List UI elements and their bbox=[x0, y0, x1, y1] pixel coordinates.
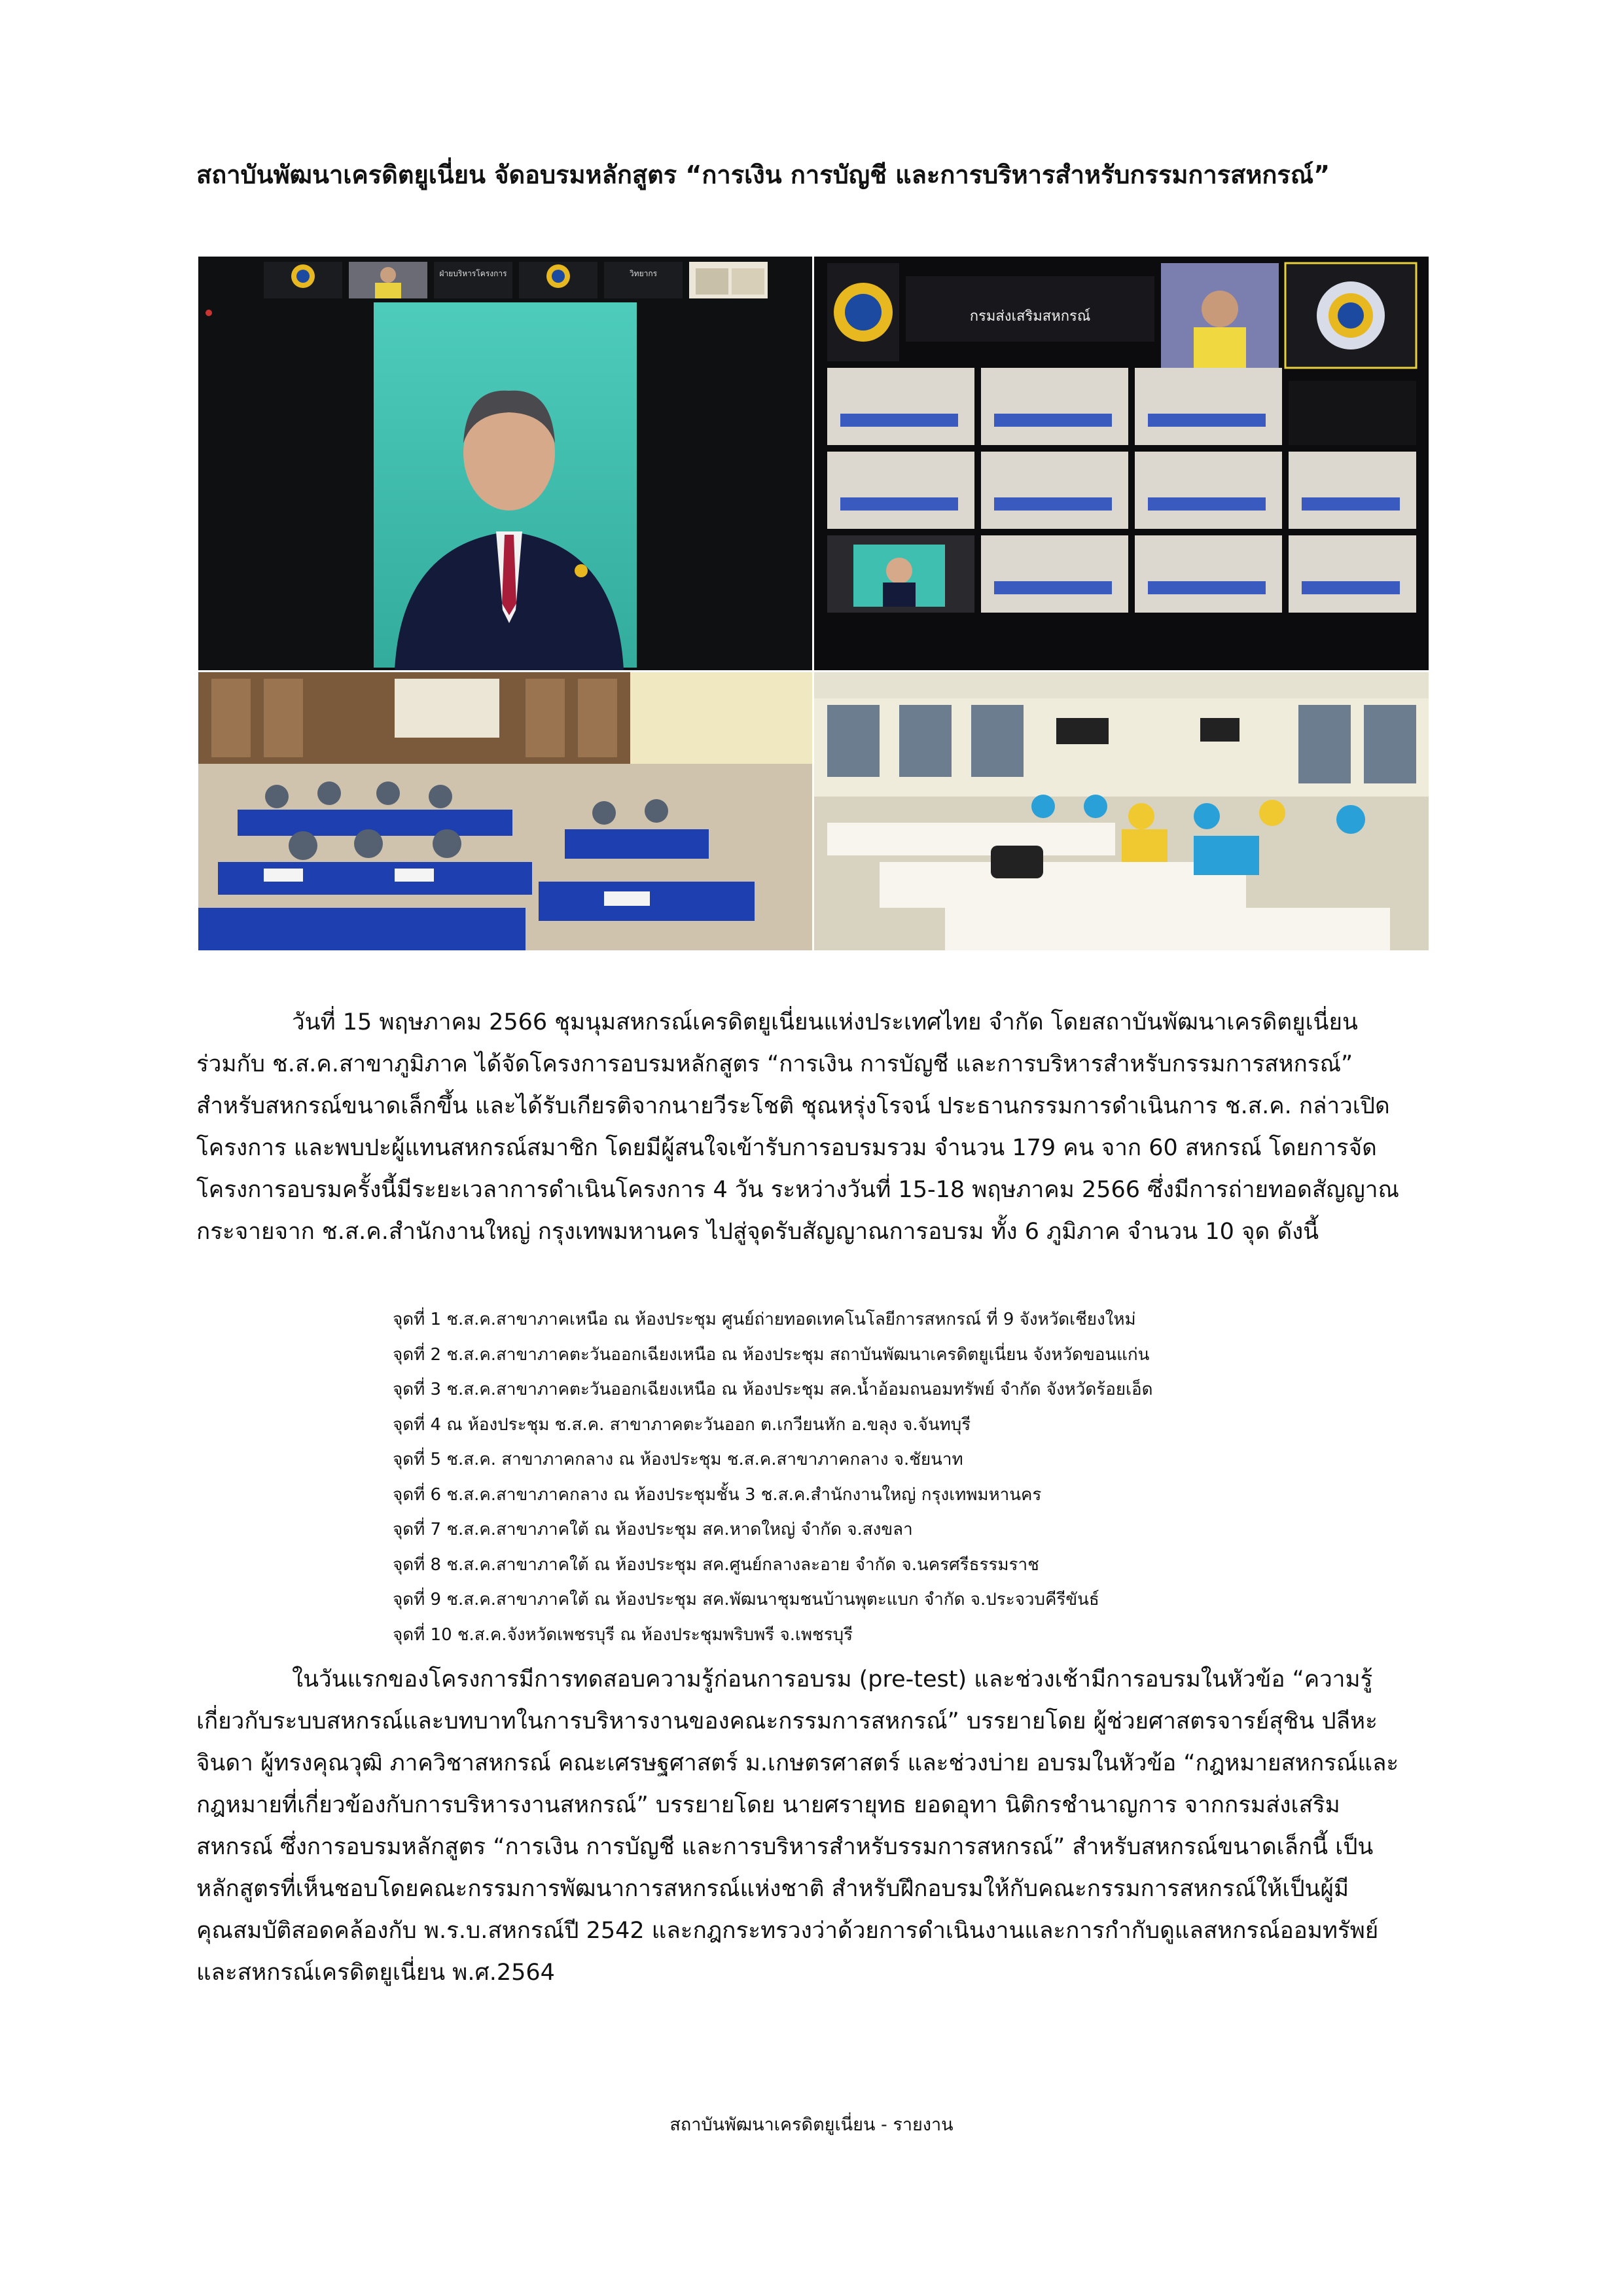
paragraph-line: และสหกรณ์เครดิตยูเนี่ยน พ.ศ.2564 bbox=[196, 1960, 555, 1986]
paragraph-line: ร่วมกับ ช.ส.ค.สาขาภูมิภาค ได้จัดโครงการอบรมหลักสูตร “การเงิน การบัญชี และการบริหารสำหรับกรรมการสหกรณ์” bbox=[196, 1051, 1353, 1077]
paragraph-line: เกี่ยวกับระบบสหกรณ์และบทบาทในการบริหารงานของคณะกรรมการสหกรณ์” บรรยายโดย ผู้ช่วยศาสตรจารย์สุชิน ปลีหะ bbox=[196, 1708, 1378, 1734]
paragraph-line: วันที่ 15 พฤษภาคม 2566 ชุมนุมสหกรณ์เครดิตยูเนี่ยนแห่งประเทศไทย จำกัด โดยสถาบันพัฒนาเครดิตยูเนี่ยน bbox=[292, 1009, 1358, 1035]
paragraph-line: กระจายจาก ช.ส.ค.สำนักงานใหญ่ กรุงเทพมหานคร ไปสู่จุดรับสัญญาณการอบรม ทั้ง 6 ภูมิภาค จำนวน 10 จุด ดังนี้ bbox=[196, 1219, 1319, 1245]
gallery-banner-text: กรมส่งเสริมสหกรณ์ bbox=[969, 308, 1091, 325]
paragraph-line: โครงการอบรมครั้งนี้มีระยะเวลาการดำเนินโครงการ 4 วัน ระหว่างวันที่ 15-18 พฤษภาคม 2566 ซึ่งมีการถ่ายทอดสัญญาณ bbox=[196, 1177, 1399, 1203]
location-item: จุดที่ 9 ช.ส.ค.สาขาภาคใต้ ณ ห้องประชุม สค.พัฒนาชุมชนบ้านพุตะแบก จำกัด จ.ประจวบคีรีขันธ์ bbox=[393, 1590, 1099, 1609]
paragraph-line: คุณสมบัติสอดคล้องกับ พ.ร.บ.สหกรณ์ปี 2542 และกฎกระทรวงว่าด้วยการดำเนินงานและการกำกับดูแลสหกรณ์ออมทรัพย์ bbox=[196, 1918, 1379, 1944]
location-item: จุดที่ 3 ช.ส.ค.สาขาภาคตะวันออกเฉียงเหนือ ณ ห้องประชุม สค.น้ำอ้อมถนอมทรัพย์ จำกัด จังหวัดร้อยเอ็ด bbox=[393, 1380, 1153, 1399]
location-item: จุดที่ 7 ช.ส.ค.สาขาภาคใต้ ณ ห้องประชุม สค.หาดใหญ่ จำกัด จ.สงขลา bbox=[393, 1520, 913, 1539]
paragraph-line: สำหรับสหกรณ์ขนาดเล็กขึ้น และได้รับเกียรติจากนายวีระโชติ ชุณหรุ่งโรจน์ ประธานกรรมการดำเนินการ ช.ส.ค. กล่าวเปิด bbox=[196, 1093, 1390, 1119]
tile-label-project: ฝ่ายบริหารโครงการ bbox=[439, 269, 507, 278]
paragraph-line: ในวันแรกของโครงการมีการทดสอบความรู้ก่อนการอบรม (pre-test) และช่วงเช้ามีการอบรมในหัวข้อ “ความรู้ bbox=[292, 1666, 1373, 1693]
location-item: จุดที่ 8 ช.ส.ค.สาขาภาคใต้ ณ ห้องประชุม สค.ศูนย์กลางละอาย จำกัด จ.นครศรีธรรมราช bbox=[393, 1554, 1039, 1575]
paragraph-line: โครงการ และพบปะผู้แทนสหกรณ์สมาชิก โดยมีผู้สนใจเข้ารับการอบรมรวม จำนวน 179 คน จาก 60 สหกรณ์ โดยการจัด bbox=[196, 1135, 1377, 1161]
tile-label-speaker: วิทยากร bbox=[629, 269, 658, 278]
location-item: จุดที่ 6 ช.ส.ค.สาขาภาคกลาง ณ ห้องประชุมชั้น 3 ช.ส.ค.สำนักงานใหญ่ กรุงเทพมหานคร bbox=[393, 1484, 1042, 1505]
location-list bbox=[393, 1302, 1152, 1653]
photo-video-gallery-grid bbox=[814, 257, 1429, 670]
location-item: จุดที่ 10 ช.ส.ค.จังหวัดเพชรบุรี ณ ห้องประชุมพริบพรี จ.เพชรบุรี bbox=[393, 1624, 853, 1645]
paragraph-details bbox=[196, 1659, 1427, 1994]
photo-classroom-blue-tables bbox=[198, 672, 812, 950]
paragraph-intro bbox=[196, 1001, 1427, 1253]
location-item: จุดที่ 1 ช.ส.ค.สาขาภาคเหนือ ณ ห้องประชุม ศูนย์ถ่ายทอดเทคโนโลยีการสหกรณ์ ที่ 9 จังหวัดเชียงใหม่ bbox=[393, 1310, 1136, 1329]
photo-collage bbox=[198, 257, 1429, 950]
paragraph-line: กฎหมายที่เกี่ยวข้องกับการบริหารงานสหกรณ์” บรรยายโดย นายศรายุทธ ยอดอุทา นิติกรชำนาญการ จากกรมส่งเสริม bbox=[196, 1792, 1340, 1818]
photo-video-conference-speaker bbox=[198, 257, 812, 670]
paragraph-line: จินดา ผู้ทรงคุณวุฒิ ภาควิชาสหกรณ์ คณะเศรษฐศาสตร์ ม.เกษตรศาสตร์ และช่วงบ่าย อบรมในหัวข้อ “กฎหมายสหกรณ์และ bbox=[196, 1750, 1399, 1776]
document-title: สถาบันพัฒนาเครดิตยูเนี่ยน จัดอบรมหลักสูตร “การเงิน การบัญชี และการบริหารสำหรับกรรมการสหกรณ์” bbox=[196, 160, 1330, 189]
photo-meeting-room-white-tables bbox=[814, 672, 1429, 950]
page-footer: สถาบันพัฒนาเครดิตยูเนี่ยน - รายงาน bbox=[669, 2115, 954, 2135]
paragraph-line: หลักสูตรที่เห็นชอบโดยคณะกรรมการพัฒนาการสหกรณ์แห่งชาติ สำหรับฝึกอบรมให้กับคณะกรรมการสหกรณ์ให้เป็นผู้มี bbox=[196, 1876, 1349, 1902]
location-item: จุดที่ 2 ช.ส.ค.สาขาภาคตะวันออกเฉียงเหนือ ณ ห้องประชุม สถาบันพัฒนาเครดิตยูเนี่ยน จังหวัดขอนแก่น bbox=[393, 1344, 1150, 1365]
paragraph-line: สหกรณ์ ซึ่งการอบรมหลักสูตร “การเงิน การบัญชี และการบริหารสำหรับรรมการสหกรณ์” สำหรับสหกรณ์ขนาดเล็กนี้ เป็น bbox=[196, 1834, 1374, 1860]
location-item: จุดที่ 5 ช.ส.ค. สาขาภาคกลาง ณ ห้องประชุม ช.ส.ค.สาขาภาคกลาง จ.ชัยนาท bbox=[393, 1450, 963, 1469]
location-item: จุดที่ 4 ณ ห้องประชุม ช.ส.ค. สาขาภาคตะวันออก ต.เกวียนหัก อ.ขลุง จ.จันทบุรี bbox=[393, 1414, 971, 1435]
